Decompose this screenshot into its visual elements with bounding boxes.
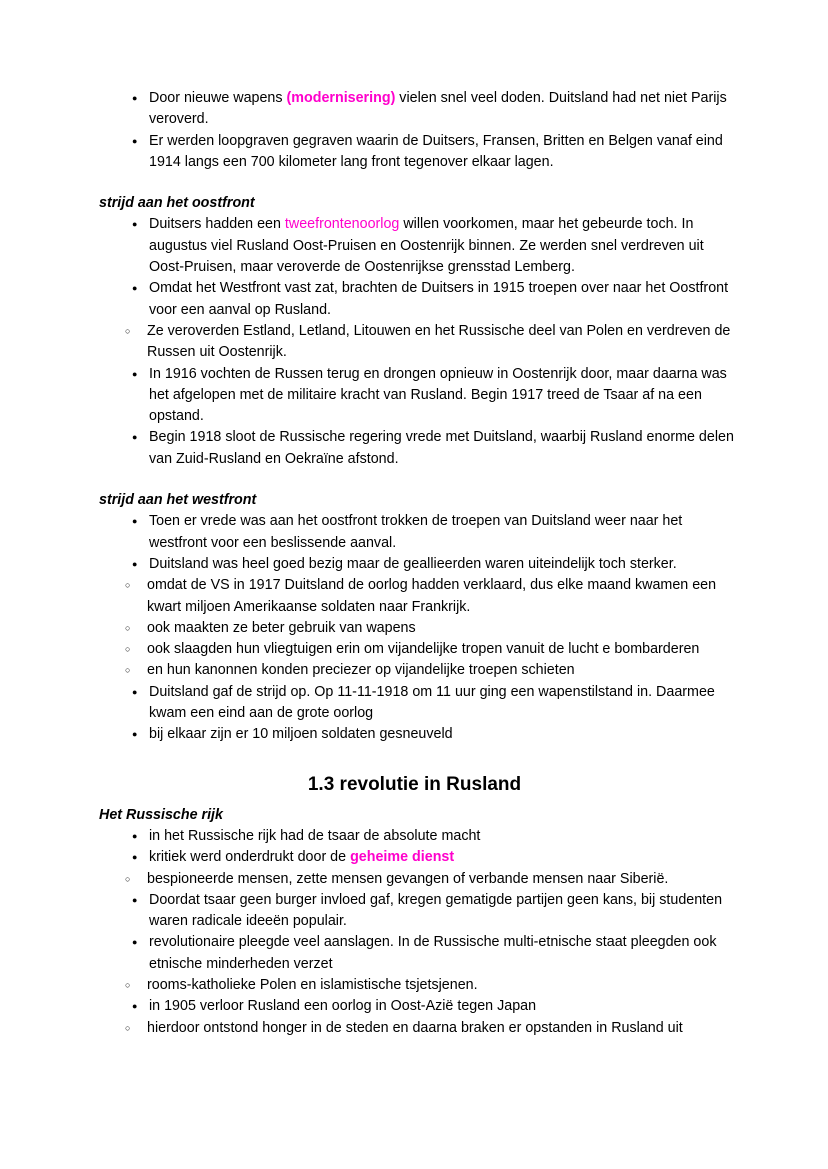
list-item-text: ● revolutionaire pleegde veel aanslagen. In de Russische multi-etnische staat pleegden ook etnische minderheden verzet — [149, 932, 741, 975]
sub-list-item — [99, 639, 741, 660]
list-item — [99, 847, 741, 890]
sub-list-item-text: ○ ook maakten ze beter gebruik van wapens — [147, 618, 741, 639]
list-item-text: ● in 1905 verloor Rusland een oorlog in Oost-Azië tegen Japan — [149, 996, 741, 1017]
list-item-text: ● Duitsland gaf de strijd op. Op 11-11-1918 om 11 uur ging een wapenstilstand in. Daarmee kwam een eind aan de grote oorlog — [149, 682, 741, 725]
sub-bullet-list — [99, 575, 741, 681]
sub-list-item — [99, 869, 741, 890]
list-item — [99, 427, 741, 470]
list-item-text: ● bij elkaar zijn er 10 miljoen soldaten gesneuveld — [149, 724, 741, 745]
bullet-list-russische-rijk — [99, 826, 741, 1039]
list-item-text: ● Er werden loopgraven gegraven waarin de Duitsers, Fransen, Britten en Belgen vanaf eind 1914 langs een 700 kilometer lang front tegenover elkaar lagen. — [149, 131, 741, 174]
sub-list-item — [99, 575, 741, 618]
sub-bullet-list — [99, 1018, 741, 1039]
chapter-title: 1.3 revolutie in Rusland — [307, 773, 522, 795]
section-heading-oostfront: strijd aan het oostfront — [99, 195, 255, 212]
list-item-text: ● Duitsers hadden een tweefrontenoorlog willen voorkomen, maar het gebeurde toch. In augustus viel Rusland Oost-Pruisen en Oostenrijk binnen. Ze werden snel verdreven uit Oost-Pruisen, maar veroverde de Oostenrijkse grensstad Lemberg. — [149, 214, 741, 278]
list-item — [99, 682, 741, 725]
sub-bullet-list — [99, 321, 741, 364]
sub-list-item — [99, 975, 741, 996]
list-item — [99, 826, 741, 847]
section-heading-westfront: strijd aan het westfront — [99, 492, 257, 509]
sub-list-item-text: ○ bespioneerde mensen, zette mensen gevangen of verbande mensen naar Siberië. — [147, 869, 741, 890]
list-item-text: ● Duitsland was heel goed bezig maar de geallieerden waren uiteindelijk toch sterker. — [149, 554, 741, 575]
list-item — [99, 724, 741, 745]
sub-list-item-text: ○ en hun kanonnen konden preciezer op vijandelijke troepen schieten — [147, 660, 741, 681]
sub-bullet-list — [99, 869, 741, 890]
list-item — [99, 932, 741, 996]
highlighted-term: (modernisering) — [286, 90, 396, 106]
list-item-text: ● in het Russische rijk had de tsaar de absolute macht — [149, 826, 741, 847]
list-item-text: ● Doordat tsaar geen burger invloed gaf, kregen gematigde partijen geen kans, bij studenten waren radicale ideeën populair. — [149, 890, 741, 933]
bullet-list-westfront — [99, 511, 741, 745]
sub-list-item-text: ○ hierdoor ontstond honger in de steden en daarna braken er opstanden in Rusland uit — [147, 1018, 741, 1039]
document-body — [99, 88, 741, 1039]
sub-list-item — [99, 618, 741, 639]
sub-list-item — [99, 321, 741, 364]
highlighted-term: tweefrontenoorlog — [284, 216, 400, 233]
list-item — [99, 364, 741, 428]
list-item-text: ● Begin 1918 sloot de Russische regering vrede met Duitsland, waarbij Rusland enorme delen van Zuid-Rusland en Oekraïne afstond. — [149, 427, 741, 470]
sub-list-item-text: ○ Ze veroverden Estland, Letland, Litouwen en het Russische deel van Polen en verdreven de Russen uit Oostenrijk. — [147, 321, 741, 364]
list-item-text: ● In 1916 vochten de Russen terug en drongen opnieuw in Oostenrijk door, maar daarna was het afgelopen met de militaire kracht van Rusland. Begin 1917 treed de Tsaar af na een opstand. — [149, 364, 741, 428]
sub-list-item — [99, 1018, 741, 1039]
sub-list-item-text: ○ ook slaagden hun vliegtuigen erin om vijandelijke tropen vanuit de lucht e bombarderen — [147, 639, 741, 660]
bullet-list-oostfront — [99, 214, 741, 470]
list-item — [99, 890, 741, 933]
intro-bullet-list — [99, 88, 741, 173]
list-item — [99, 511, 741, 554]
section-heading-russische-rijk: Het Russische rijk — [99, 806, 223, 823]
highlighted-term: geheime dienst — [350, 849, 455, 866]
sub-list-item — [99, 660, 741, 681]
list-item — [99, 131, 741, 174]
list-item-text: ● kritiek werd onderdrukt door de geheime dienst — [149, 847, 741, 868]
sub-bullet-list — [99, 975, 741, 996]
list-item-text: ● Omdat het Westfront vast zat, brachten de Duitsers in 1915 troepen over naar het Oostfront voor een aanval op Rusland. — [149, 278, 741, 321]
list-item — [99, 88, 741, 131]
sub-list-item-text: ○ omdat de VS in 1917 Duitsland de oorlog hadden verklaard, dus elke maand kwamen een kwart miljoen Amerikaanse soldaten naar Frankrijk. — [147, 575, 741, 618]
list-item — [99, 996, 741, 1039]
list-item — [99, 554, 741, 682]
list-item-text: ● Door nieuwe wapens (modernisering) vielen snel veel doden. Duitsland had net niet Parijs veroverd. — [149, 88, 741, 131]
list-item — [99, 278, 741, 363]
list-item — [99, 214, 741, 278]
list-item-text: ● Toen er vrede was aan het oostfront trokken de troepen van Duitsland weer naar het westfront voor een beslissende aanval. — [149, 511, 741, 554]
sub-list-item-text: ○ rooms-katholieke Polen en islamistische tsjetsjenen. — [147, 975, 741, 996]
